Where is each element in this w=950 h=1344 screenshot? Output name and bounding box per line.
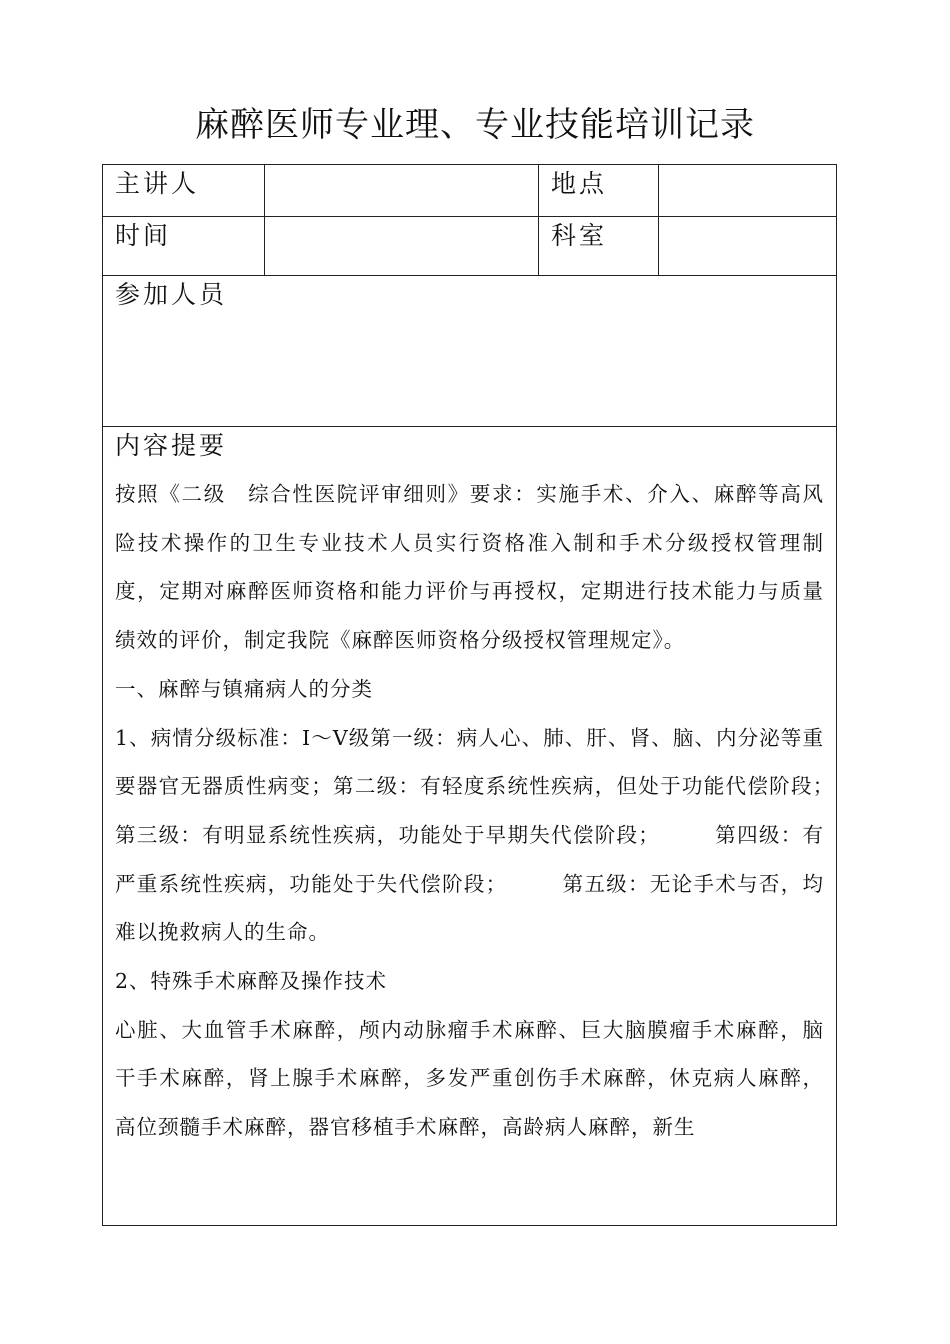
participants-label: 参加人员 xyxy=(115,280,228,309)
content-summary-label: 内容提要 xyxy=(115,431,228,460)
training-record-form xyxy=(102,164,889,1226)
content-cell xyxy=(103,427,889,1226)
location-field[interactable] xyxy=(659,165,837,217)
location-label: 地点 xyxy=(539,165,659,217)
document-title: 麻醉医师专业理、专业技能培训记录 xyxy=(195,105,755,145)
content-intro-paragraph: 按照《二级 综合性医院评审细则》要求：实施手术、介入、麻醉等高风险技术操作的卫生专业技术人员实行资格准入制和手术分级授权管理制度，定期对麻醉医师资格和能力评价与再授权，定期进行技术能力与质量绩效的评价，制定我院《麻醉医师资格分级授权管理规定》。 xyxy=(115,482,824,653)
participants-cell[interactable] xyxy=(103,276,837,427)
department-label: 科室 xyxy=(539,217,659,276)
speaker-field[interactable] xyxy=(265,165,539,217)
section-heading-1: 一、麻醉与镇痛病人的分类 xyxy=(115,676,373,701)
department-field[interactable] xyxy=(659,217,837,276)
form-row-speaker-location xyxy=(103,165,837,217)
speaker-label: 主讲人 xyxy=(103,165,265,217)
time-field[interactable] xyxy=(265,217,539,276)
form-row-content xyxy=(103,427,837,1226)
special-surgery-paragraph: 心脏、大血管手术麻醉，颅内动脉瘤手术麻醉、巨大脑膜瘤手术麻醉，脑干手术麻醉，肾上腺手术麻醉，多发严重创伤手术麻醉，休克病人麻醉，高位颈髓手术麻醉，器官移植手术麻醉，高龄病人麻醉，新生 xyxy=(115,1017,824,1140)
form-row-participants xyxy=(103,276,837,427)
classification-paragraph: 1、病情分级标准：Ⅰ～Ⅴ级第一级：病人心、肺、肝、肾、脑、内分泌等重要器官无器质性病变；第二级：有轻度系统性疾病，但处于功能代偿阶段； 第三级：有明显系统性疾病，功能处于早期失代偿阶段； 第四级：有严重系统性疾病，功能处于失代偿阶段； 第五级：无论手术与否，均难以挽救病人的生命。 xyxy=(115,725,889,945)
time-label: 时间 xyxy=(103,217,265,276)
special-surgery-heading: 2、特殊手术麻醉及操作技术 xyxy=(115,969,388,994)
form-row-time-department xyxy=(103,217,837,276)
